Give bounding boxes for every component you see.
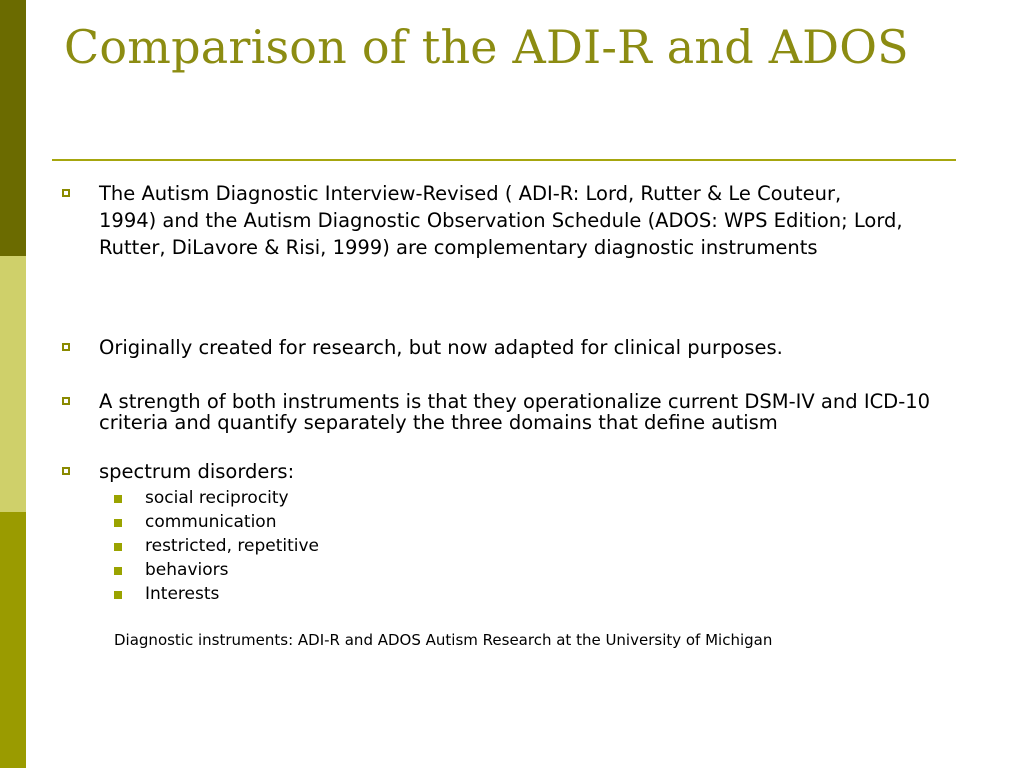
filled-square-bullet-icon	[114, 591, 122, 599]
sidebar-decoration	[0, 0, 26, 768]
sub-bullet-text: communication	[145, 512, 277, 532]
bullet-item	[62, 337, 952, 358]
source-caption: Diagnostic instruments: ADI-R and ADOS Autism Research at the University of Michigan	[114, 631, 773, 649]
slide-title: Comparison of the ADI-R and ADOS	[64, 20, 909, 74]
bullet-paragraph: Rutter, DiLavore & Risi, 1999) are complementary diagnostic instruments	[99, 236, 818, 259]
sub-bullet-item	[114, 584, 219, 604]
sub-bullet-item	[114, 536, 319, 556]
bullet-item	[62, 391, 952, 433]
bullet-paragraph: Originally created for research, but now adapted for clinical purposes.	[99, 336, 783, 359]
sub-bullet-text: Interests	[145, 584, 220, 604]
filled-square-bullet-icon	[114, 567, 122, 575]
bullet-text	[99, 461, 952, 482]
title-divider	[52, 159, 956, 161]
sidebar-segment-dark	[0, 0, 26, 256]
filled-square-bullet-icon	[114, 495, 122, 503]
sub-bullet-text: social reciprocity	[145, 488, 289, 508]
hollow-square-bullet-icon	[62, 467, 70, 475]
sub-bullet-text: restricted, repetitive	[145, 536, 320, 556]
filled-square-bullet-icon	[114, 519, 122, 527]
bullet-paragraph: The Autism Diagnostic Interview-Revised ( ADI-R: Lord, Rutter & Le Couteur,	[99, 182, 842, 205]
bullet-text	[99, 391, 952, 433]
bullet-paragraph: 1994) and the Autism Diagnostic Observation Schedule (ADOS: WPS Edition; Lord,	[99, 209, 903, 232]
bullet-text	[99, 337, 952, 358]
bullet-text	[99, 183, 952, 258]
sub-bullet-item	[114, 488, 289, 508]
hollow-square-bullet-icon	[62, 189, 70, 197]
bullet-item	[62, 461, 952, 482]
sub-bullet-text: behaviors	[145, 560, 229, 580]
hollow-square-bullet-icon	[62, 343, 70, 351]
hollow-square-bullet-icon	[62, 397, 70, 405]
sub-bullet-item	[114, 560, 228, 580]
sub-bullet-item	[114, 512, 276, 532]
bullet-paragraph: spectrum disorders:	[99, 460, 295, 483]
bullet-item	[62, 183, 952, 258]
sidebar-segment-mid	[0, 512, 26, 768]
filled-square-bullet-icon	[114, 543, 122, 551]
bullet-paragraph: A strength of both instruments is that they operationalize current DSM-IV and ICD-10 criteria and quantify separately the three domains that define autism	[99, 390, 931, 434]
sidebar-segment-light	[0, 256, 26, 512]
